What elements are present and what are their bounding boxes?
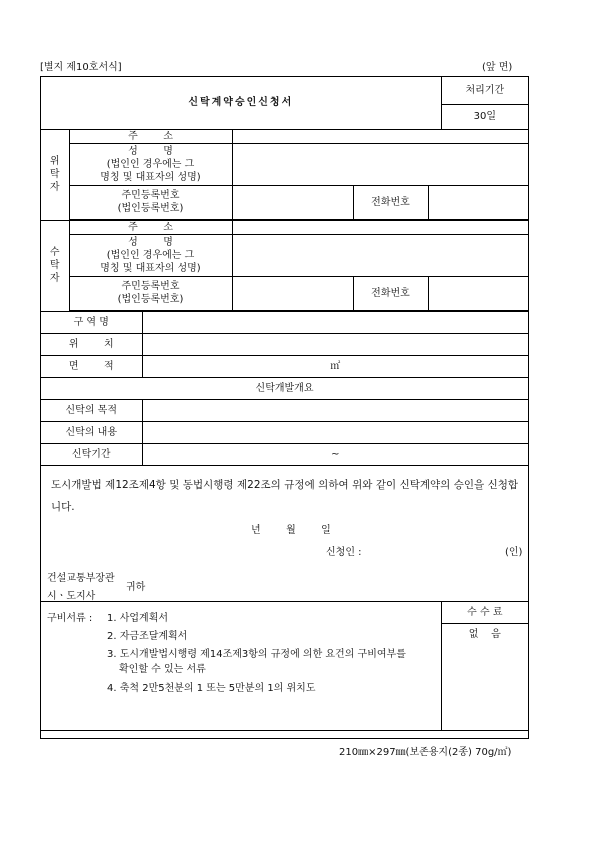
area-field[interactable] <box>142 355 528 377</box>
trustee-address-label: 주 소 <box>69 220 232 234</box>
trust-purpose-label: 신탁의 목적 <box>41 399 142 421</box>
trustee-id-field[interactable] <box>232 276 353 310</box>
recipient-suffix: 귀하 <box>126 581 146 593</box>
document-item-4: 4. 축척 2만5천분의 1 또는 5만분의 1의 위치도 <box>107 682 316 694</box>
trustee-section-label: 수 탁 자 <box>41 220 69 311</box>
trust-period-separator: ~ <box>331 448 340 460</box>
trustee-name-field[interactable] <box>232 234 528 276</box>
trust-purpose-field[interactable] <box>142 399 528 421</box>
form-title: 신탁계약승인신청서 <box>41 77 441 129</box>
trustor-address-label: 주 소 <box>69 129 232 143</box>
documents-label: 구비서류 : <box>47 612 93 624</box>
trustor-phone-label: 전화번호 <box>353 185 428 219</box>
form-grid <box>41 77 528 731</box>
trust-overview-title: 신탁개발개요 <box>41 377 528 399</box>
trustee-address-field[interactable] <box>232 220 528 234</box>
trustor-address-field[interactable] <box>232 129 528 143</box>
trustor-id-label: 주민등록번호 (법인등록번호) <box>69 185 232 219</box>
zone-name-field[interactable] <box>142 311 528 333</box>
trust-content-label: 신탁의 내용 <box>41 421 142 443</box>
trustee-name-label: 성 명 (법인인 경우에는 그 명칭 및 대표자의 성명) <box>69 234 232 276</box>
seal-mark: (인) <box>505 546 523 558</box>
trustor-id-field[interactable] <box>232 185 353 219</box>
fee-value: 없 음 <box>441 623 528 730</box>
trustee-id-label: 주민등록번호 (법인등록번호) <box>69 276 232 310</box>
statement-text: 도시개발법 제12조제4항 및 동법시행령 제22조의 규정에 의하여 위와 같이 신탁계약의 승인을 신청합니다. <box>51 478 519 513</box>
applicant-label: 신청인 : <box>326 546 362 558</box>
page-side-label: (앞 면) <box>482 62 513 73</box>
trustor-name-field[interactable] <box>232 143 528 185</box>
document-item-3: 3. 도시개발법시행령 제14조제3항의 규정에 의한 요건의 구비여부를 <box>107 648 406 660</box>
processing-period-value: 30일 <box>441 104 528 129</box>
paper-spec: 210㎜×297㎜(보존용지(2종) 70g/㎡) <box>339 747 512 758</box>
area-label: 면 적 <box>41 355 142 377</box>
fee-label: 수 수 료 <box>441 601 528 623</box>
trust-period-field[interactable] <box>142 443 528 465</box>
processing-period-label: 처리기간 <box>441 77 528 104</box>
trustor-phone-field[interactable] <box>428 185 528 219</box>
zone-name-label: 구 역 명 <box>41 311 142 333</box>
document-item-1: 1. 사업계획서 <box>107 612 169 624</box>
statement-block <box>41 465 528 601</box>
trustee-phone-label: 전화번호 <box>353 276 428 310</box>
location-field[interactable] <box>142 333 528 355</box>
form-number-label: [별지 제10호서식] <box>40 62 122 73</box>
trustor-name-label: 성 명 (법인인 경우에는 그 명칭 및 대표자의 성명) <box>69 143 232 185</box>
location-label: 위 치 <box>41 333 142 355</box>
recipient-line2: 시ㆍ도지사 <box>47 590 96 601</box>
recipient-line1: 건설교통부장관 <box>47 572 115 584</box>
trustee-phone-field[interactable] <box>428 276 528 310</box>
area-unit: ㎡ <box>330 360 341 372</box>
application-form <box>40 76 529 739</box>
document-item-3-cont: 확인할 수 있는 서류 <box>119 663 206 675</box>
trust-period-label: 신탁기간 <box>41 443 142 465</box>
trustor-section-label: 위 탁 자 <box>41 129 69 220</box>
document-item-2: 2. 자금조달계획서 <box>107 630 188 642</box>
documents-block <box>41 601 441 730</box>
trust-content-field[interactable] <box>142 421 528 443</box>
date-line: 년 월 일 <box>251 524 331 536</box>
